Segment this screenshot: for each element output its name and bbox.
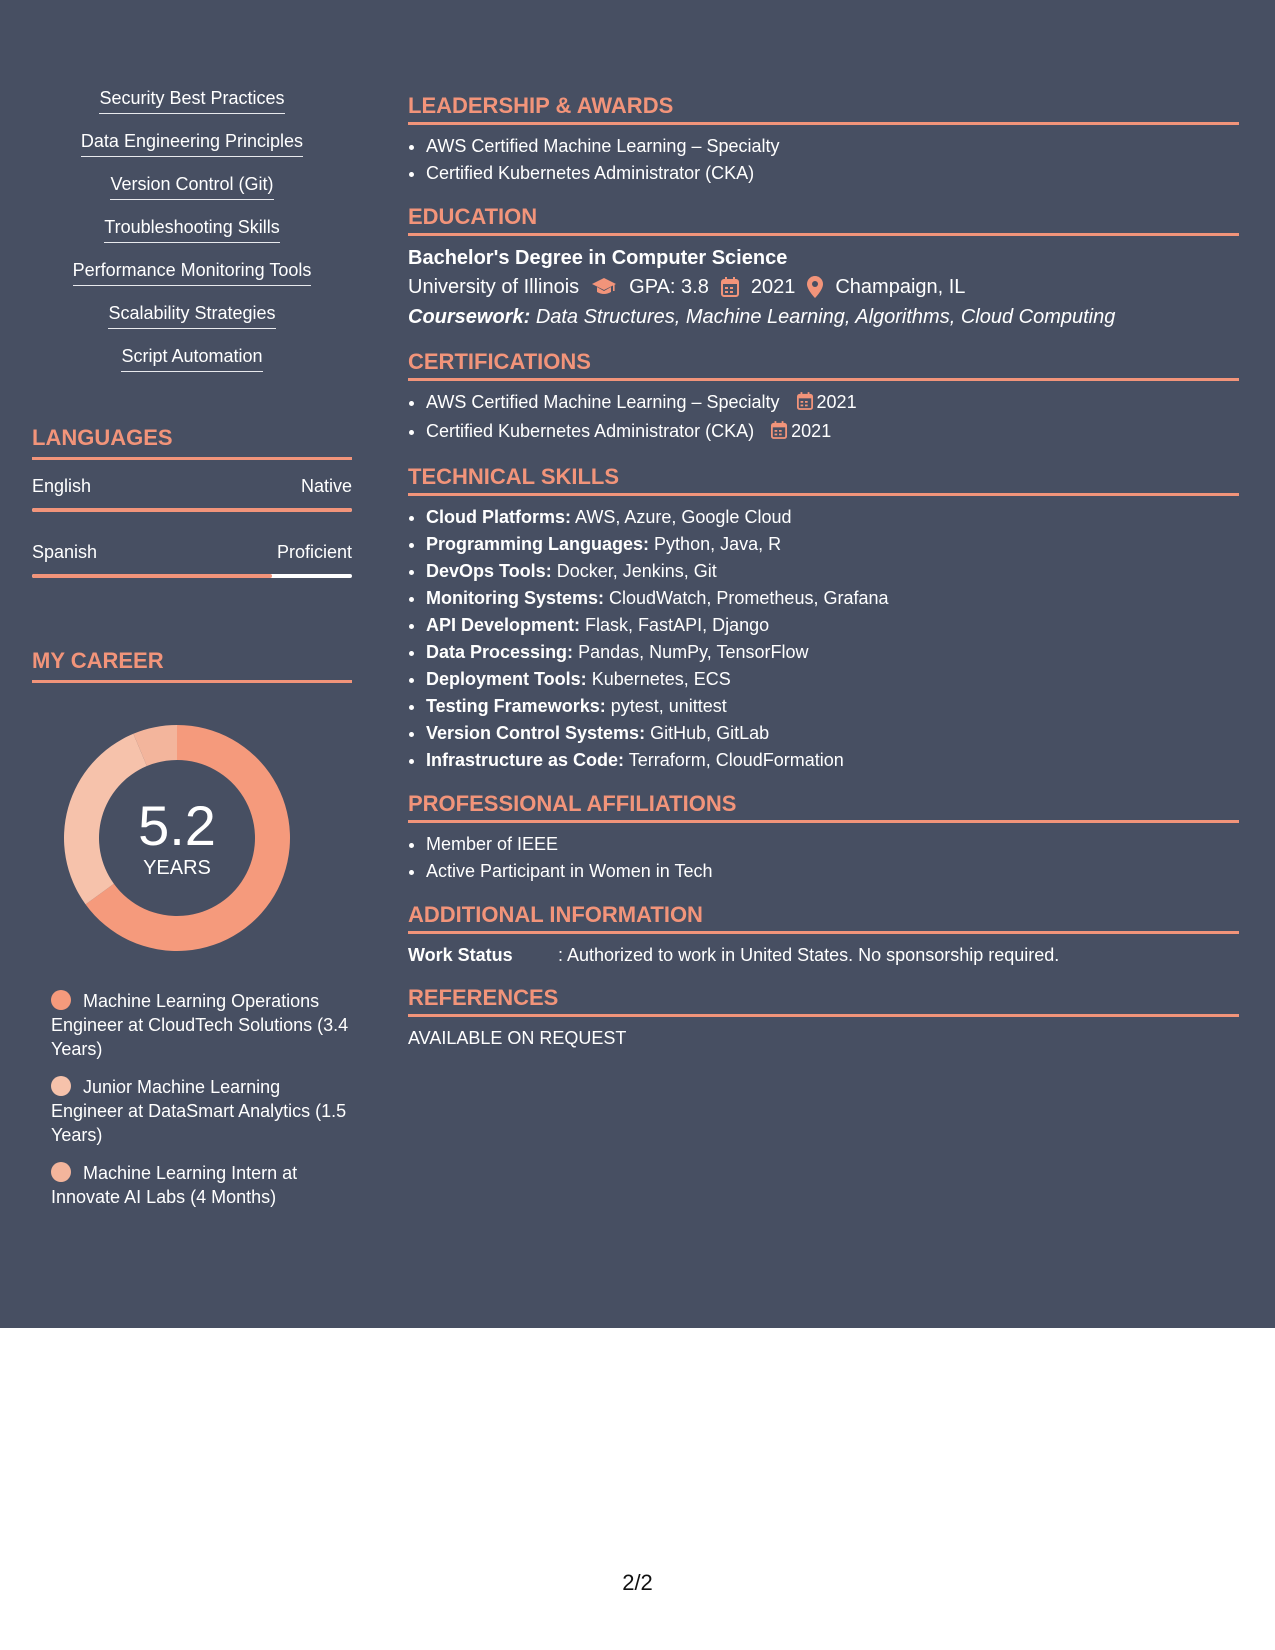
technical-skills-heading: TECHNICAL SKILLS [408,463,1239,496]
education-location: Champaign, IL [835,276,966,298]
language-level: Native [300,476,352,496]
skill-label: Testing Frameworks: [426,696,606,716]
main-content [408,92,1239,1067]
skill-item: Data Engineering Principles [81,129,303,157]
technical-skill-item [426,558,1239,585]
affiliations-heading: PROFESSIONAL AFFILIATIONS [408,790,1239,823]
education-section [408,203,1239,332]
calendar-icon [771,420,787,447]
graduation-cap-icon [591,277,617,297]
skill-value: Kubernetes, ECS [591,669,731,689]
skill-value: Flask, FastAPI, Django [585,615,770,635]
location-pin-icon [807,276,823,298]
work-status-value: : Authorized to work in United States. No sponsorship required. [558,945,1060,965]
skill-value: AWS, Azure, Google Cloud [575,507,792,527]
affiliation-item: • Member of IEEE [426,831,1239,858]
language-level: Proficient [276,542,352,562]
technical-skill-item [426,639,1239,666]
skill-value: pytest, unittest [610,696,727,716]
career-heading: MY CAREER [32,648,352,683]
language-name: Spanish [32,542,98,562]
skill-label: Programming Languages: [426,534,650,554]
language-level-fill [32,574,272,578]
leadership-heading: LEADERSHIP & AWARDS [408,92,1239,125]
references-section [408,984,1239,1051]
career-legend-text: Machine Learning Intern at Innovate AI Labs (4 Months) [51,1163,298,1207]
skill-item: Script Automation [121,344,262,372]
education-school: University of Illinois [408,276,580,298]
language-level-bar [32,574,352,578]
skill-value: Pandas, NumPy, TensorFlow [578,642,809,662]
additional-info-section [408,901,1239,968]
career-legend-item [51,989,351,1061]
language-item [32,474,352,512]
technical-skill-item [426,666,1239,693]
technical-skill-item [426,720,1239,747]
skill-item: Troubleshooting Skills [104,215,279,243]
technical-skill-item [426,531,1239,558]
skill-label: Data Processing: [426,642,574,662]
career-donut-chart [62,723,292,953]
career-total-unit: YEARS [143,857,211,879]
additional-info-heading: ADDITIONAL INFORMATION [408,901,1239,934]
certification-item [426,389,1239,418]
coursework-label: Coursework: [408,306,531,328]
career-legend-item [51,1161,351,1209]
languages-section [32,425,352,578]
education-coursework [408,302,1239,332]
sidebar [32,86,352,1223]
affiliation-item: • Active Participant in Women in Tech [426,858,1239,885]
references-heading: REFERENCES [408,984,1239,1017]
leadership-section [408,92,1239,187]
education-gpa: GPA: 3.8 [629,276,709,298]
page-number: 2/2 [622,1570,653,1595]
skill-label: Monitoring Systems: [426,588,605,608]
certifications-heading: CERTIFICATIONS [408,348,1239,381]
skill-value: CloudWatch, Prometheus, Grafana [609,588,889,608]
certification-year: 2021 [791,421,832,441]
education-meta [408,272,1239,302]
career-legend-text: Machine Learning Operations Engineer at CloudTech Solutions (3.4 Years) [51,991,349,1059]
legend-dot-icon [51,990,71,1010]
technical-skill-item [426,585,1239,612]
skill-label: Version Control Systems: [426,723,646,743]
certifications-section [408,348,1239,447]
skill-value: Terraform, CloudFormation [628,750,844,770]
language-item [32,540,352,578]
skill-item: Scalability Strategies [108,301,275,329]
technical-skill-item [426,504,1239,531]
language-level-fill [32,508,352,512]
education-year: 2021 [750,276,796,298]
skill-label: API Development: [426,615,581,635]
coursework-value: Data Structures, Machine Learning, Algorithms, Cloud Computing [535,306,1116,328]
certification-name: Certified Kubernetes Administrator (CKA) [426,421,755,441]
work-status-row [408,942,1239,968]
career-section [32,648,352,1209]
language-name: English [32,476,92,496]
career-legend [32,989,351,1209]
affiliations-section [408,790,1239,885]
skill-label: Deployment Tools: [426,669,587,689]
skill-label: Cloud Platforms: [426,507,572,527]
legend-dot-icon [51,1076,71,1096]
skill-label: DevOps Tools: [426,561,552,581]
certification-name: AWS Certified Machine Learning – Specialty [426,392,780,412]
leadership-item: • Certified Kubernetes Administrator (CKA) [426,160,1239,187]
career-legend-item [51,1075,351,1147]
career-legend-text: Junior Machine Learning Engineer at DataSmart Analytics (1.5 Years) [51,1077,347,1145]
calendar-icon [797,391,813,418]
technical-skills-section [408,463,1239,774]
skill-item: Performance Monitoring Tools [73,258,312,286]
technical-skill-item [426,747,1239,774]
work-status-label: Work Status [408,945,513,965]
certification-item [426,418,1239,447]
certification-year: 2021 [816,392,857,412]
career-total-years: 5.2 [138,794,216,857]
skill-label: Infrastructure as Code: [426,750,625,770]
technical-skill-item [426,612,1239,639]
skill-value: Docker, Jenkins, Git [556,561,717,581]
education-heading: EDUCATION [408,203,1239,236]
skills-list [32,86,352,387]
legend-dot-icon [51,1162,71,1182]
calendar-icon [721,277,739,297]
technical-skill-item [426,693,1239,720]
skill-item: Version Control (Git) [110,172,273,200]
languages-heading: LANGUAGES [32,425,352,460]
leadership-item: • AWS Certified Machine Learning – Specialty [426,133,1239,160]
references-text: AVAILABLE ON REQUEST [408,1028,627,1048]
language-level-bar [32,508,352,512]
skill-item: Security Best Practices [99,86,284,114]
education-degree: Bachelor's Degree in Computer Science [408,247,788,269]
skill-value: Python, Java, R [654,534,782,554]
skill-value: GitHub, GitLab [650,723,770,743]
